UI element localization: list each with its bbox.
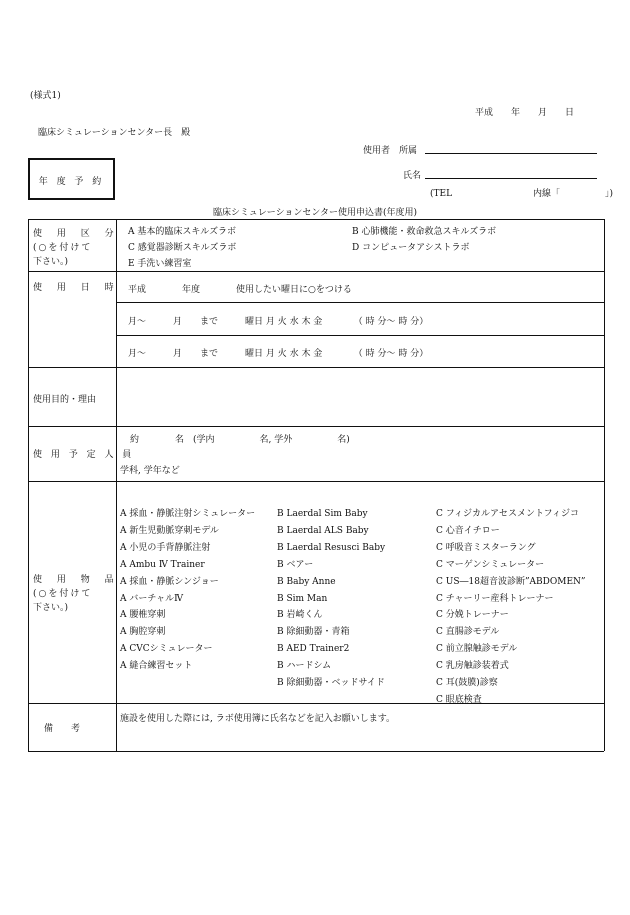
items-column-a (120, 506, 255, 675)
item-c[interactable]: C 分娩トレーナー (436, 610, 509, 621)
item-b[interactable]: B 除細動器・ベッドサイド (277, 678, 385, 689)
item-c[interactable]: C マーゲンシミュレーター (436, 559, 545, 570)
form-title: 臨床シミュレーションセンター使用申込書(年度用) (212, 208, 418, 218)
name-field[interactable] (425, 178, 597, 179)
datetime-year-line[interactable]: 平成 年度 使用したい曜日に○をつける (128, 285, 352, 295)
item-c[interactable]: C 眼底検査 (436, 694, 482, 705)
annual-reservation-box (28, 158, 115, 200)
item-c[interactable]: C 乳房触診装着式 (436, 661, 509, 672)
column-divider (116, 219, 117, 751)
item-b[interactable]: B ベアー (277, 559, 314, 570)
row-divider (28, 271, 604, 272)
name-label: 氏名 (403, 171, 422, 181)
date-line: 平成 年 月 日 (475, 108, 575, 118)
items-label: 使 用 物 品 (33, 575, 120, 585)
item-a[interactable]: A バーチャルⅣ (120, 593, 184, 604)
items-column-c (436, 506, 586, 709)
item-c[interactable]: C 前立腺触診モデル (436, 644, 518, 655)
purpose-label: 使用目的・理由 (33, 395, 97, 405)
item-a[interactable]: A 採血・静脈シンジョー (120, 576, 219, 587)
item-b[interactable]: B AED Trainer2 (277, 644, 350, 655)
item-a[interactable]: A 縫合練習セット (120, 661, 193, 672)
table-border-top (28, 219, 604, 220)
row-divider (28, 426, 604, 427)
annual-reservation-label: 年 度 予 約 (38, 177, 105, 187)
item-b[interactable]: B Laerdal ALS Baby (277, 525, 369, 536)
item-b[interactable]: B 岩崎くん (277, 610, 323, 621)
item-b[interactable]: B 除細動器・青箱 (277, 627, 350, 638)
people-dept-line[interactable]: 学科, 学年など (120, 466, 180, 476)
table-border-left (28, 219, 29, 751)
row-divider (116, 335, 604, 336)
item-a[interactable]: A 腰椎穿刺 (120, 610, 166, 621)
item-c[interactable]: C チャーリー産科トレーナー (436, 593, 554, 604)
item-a[interactable]: A 採血・静脈注射シミュレーター (120, 509, 256, 519)
items-label-note2: 下さい。) (33, 603, 69, 613)
tel-label: (TEL 内線「 」) (430, 189, 614, 199)
category-option-a[interactable]: A 基本的臨床スキルズラボ (128, 227, 237, 237)
item-c[interactable]: C フィジカルアセスメントフィジコ (436, 509, 579, 519)
items-label-note: (○を付けて (33, 589, 93, 599)
people-count-line[interactable]: 約 名 (学内 名, 学外 名) (130, 435, 350, 445)
item-c[interactable]: C 心音イチロー (436, 525, 500, 536)
row-divider (116, 302, 604, 303)
table-border-bottom (28, 751, 604, 752)
category-option-c[interactable]: C 感覚器診断スキルズラボ (128, 243, 237, 253)
item-a[interactable]: A 小児の手背静脈注射 (120, 542, 211, 553)
datetime-label: 使 用 日 時 (33, 283, 120, 293)
purpose-field[interactable] (117, 368, 603, 425)
items-column-b (277, 506, 385, 692)
item-b[interactable]: B Baby Anne (277, 576, 336, 587)
datetime-period-1[interactable]: 月〜 月 まで 曜日 月 火 水 木 金 （ 時 分〜 時 分） (128, 317, 429, 327)
datetime-period-2[interactable]: 月〜 月 まで 曜日 月 火 水 木 金 （ 時 分〜 時 分） (128, 349, 429, 359)
item-c[interactable]: C US―18超音波診断”ABDOMEN” (436, 576, 586, 587)
item-a[interactable]: A 新生児動脈穿刺モデル (120, 525, 219, 536)
item-c[interactable]: C 呼吸音ミスターラング (436, 542, 536, 553)
category-label: 使 用 区 分 (33, 229, 120, 239)
row-divider (28, 481, 604, 482)
category-label-note2: 下さい。) (33, 257, 69, 267)
category-option-d[interactable]: D コンピュータアシストラボ (352, 243, 470, 253)
addressee: 臨床シミュレーションセンター長 殿 (38, 128, 191, 138)
item-a[interactable]: A CVCシミュレーター (120, 644, 213, 655)
item-b[interactable]: B Sim Man (277, 593, 328, 604)
remarks-label: 備 考 (44, 724, 81, 734)
item-b[interactable]: B Laerdal Resusci Baby (277, 542, 386, 553)
form-number: (様式1) (30, 91, 61, 101)
category-option-b[interactable]: B 心肺機能・救命救急スキルズラボ (352, 227, 497, 237)
category-option-e[interactable]: E 手洗い練習室 (128, 259, 192, 269)
item-a[interactable]: A 胸腔穿刺 (120, 627, 166, 638)
item-b[interactable]: B ハードシム (277, 661, 332, 672)
people-label: 使 用 予 定 人 員 (33, 450, 135, 460)
item-c[interactable]: C 耳(鼓膜)診察 (436, 678, 498, 689)
category-label-note: (○を付けて (33, 243, 93, 253)
affiliation-field[interactable] (425, 153, 597, 154)
item-c[interactable]: C 直腸診モデル (436, 627, 500, 638)
item-a[interactable]: A Ambu Ⅳ Trainer (120, 559, 205, 570)
remarks-text: 施設を使用した際には, ラボ使用簿に氏名などを記入お願いします。 (120, 714, 396, 724)
table-border-right (604, 219, 605, 751)
affiliation-label: 使用者 所属 (363, 146, 418, 156)
item-b[interactable]: B Laerdal Sim Baby (277, 509, 368, 519)
